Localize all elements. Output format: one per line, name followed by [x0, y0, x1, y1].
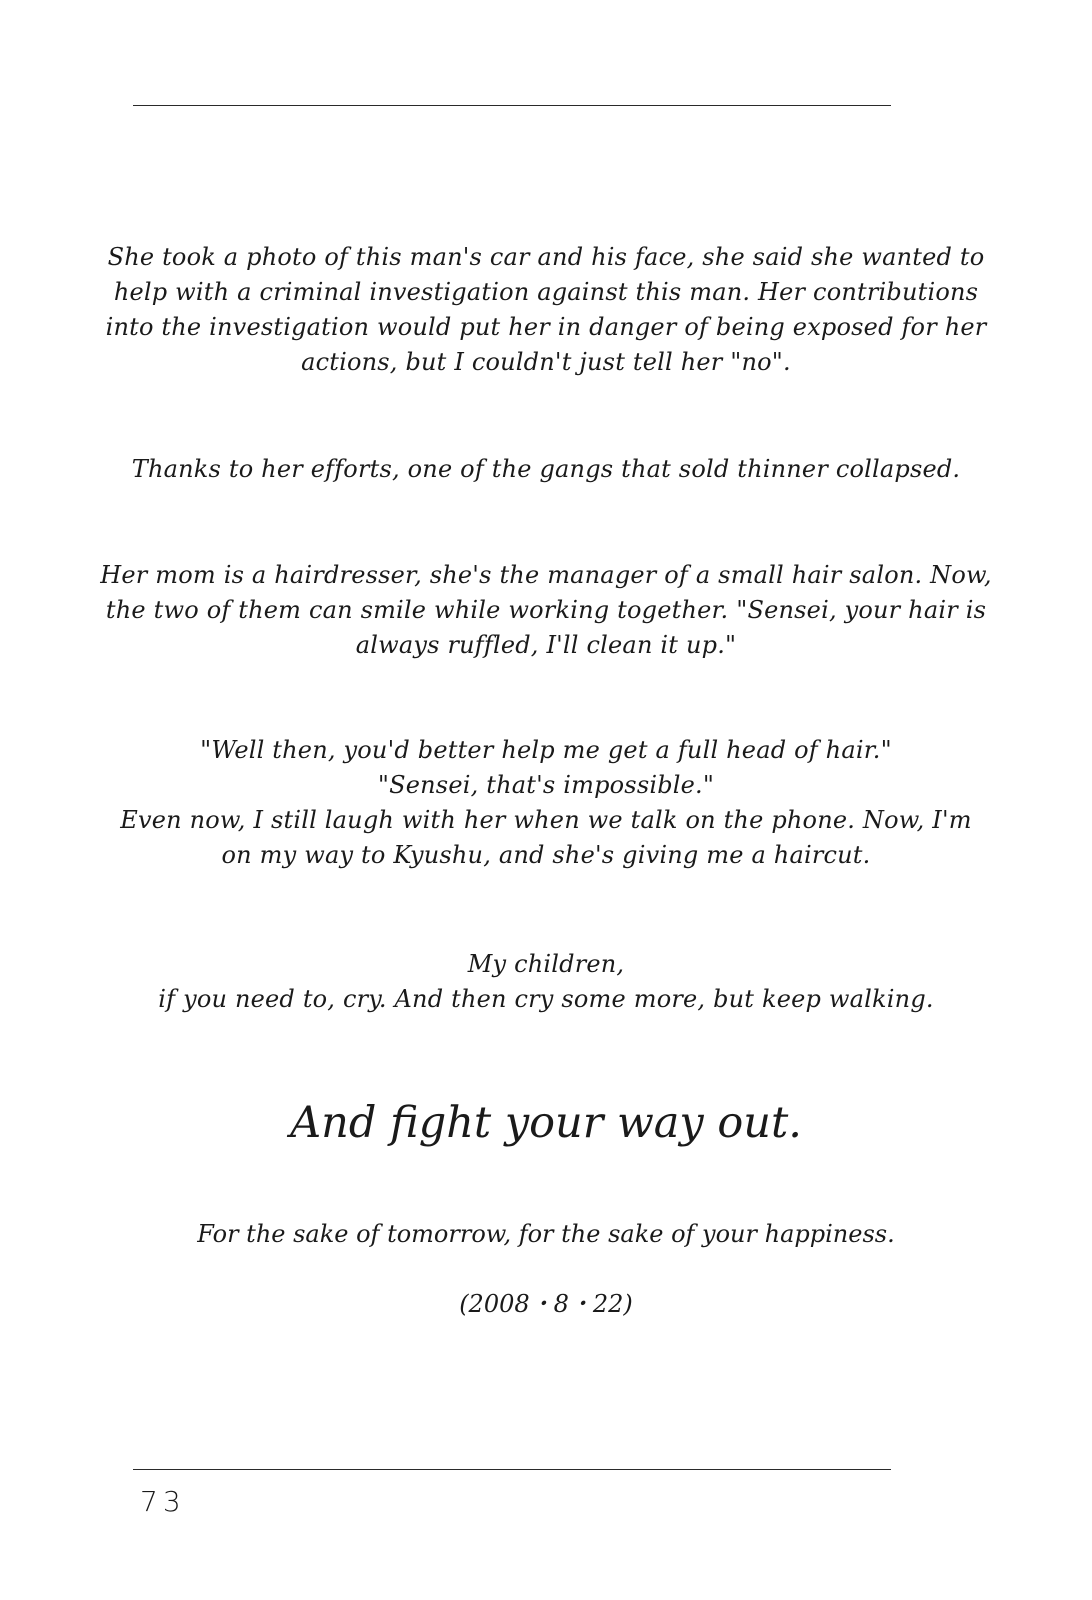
paragraph-full-head-of-hair [100, 733, 992, 873]
text-line: on my way to Kyushu, and she's giving me a haircut. [221, 841, 871, 869]
text-line: "Sensei, that's impossible." [377, 771, 715, 799]
paragraph-photo-investigation [100, 240, 992, 380]
text-line: actions, but I couldn't just tell her "no". [301, 348, 791, 376]
bottom-divider [133, 1469, 891, 1470]
paragraph-my-children [100, 947, 992, 1017]
top-divider [133, 105, 891, 106]
text-line: the two of them can smile while working together. "Sensei, your hair is [105, 596, 987, 624]
paragraph-hairdresser-mom [100, 558, 992, 663]
page-number: 73 [140, 1485, 186, 1518]
text-line: if you need to, cry. And then cry some more, but keep walking. [158, 985, 934, 1013]
text-line: Even now, I still laugh with her when we talk on the phone. Now, I'm [120, 806, 972, 834]
text-line: Her mom is a hairdresser, she's the manager of a small hair salon. Now, [100, 561, 992, 589]
date-line: (2008・8・22) [459, 1290, 633, 1318]
text-line: "Well then, you'd better help me get a full head of hair." [200, 736, 892, 764]
closing-line: For the sake of tomorrow, for the sake of your happiness. [197, 1220, 895, 1248]
text-line: into the investigation would put her in danger of being exposed for her [105, 313, 987, 341]
text-line: She took a photo of this man's car and his face, she said she wanted to [107, 243, 985, 271]
headline: And fight your way out. [290, 1098, 802, 1148]
text-line: Thanks to her efforts, one of the gangs that sold thinner collapsed. [131, 455, 961, 483]
paragraph-gang-collapsed [100, 452, 992, 487]
text-line: help with a criminal investigation against this man. Her contributions [113, 278, 979, 306]
text-line: always ruffled, I'll clean it up." [355, 631, 737, 659]
text-line: My children, [467, 950, 625, 978]
